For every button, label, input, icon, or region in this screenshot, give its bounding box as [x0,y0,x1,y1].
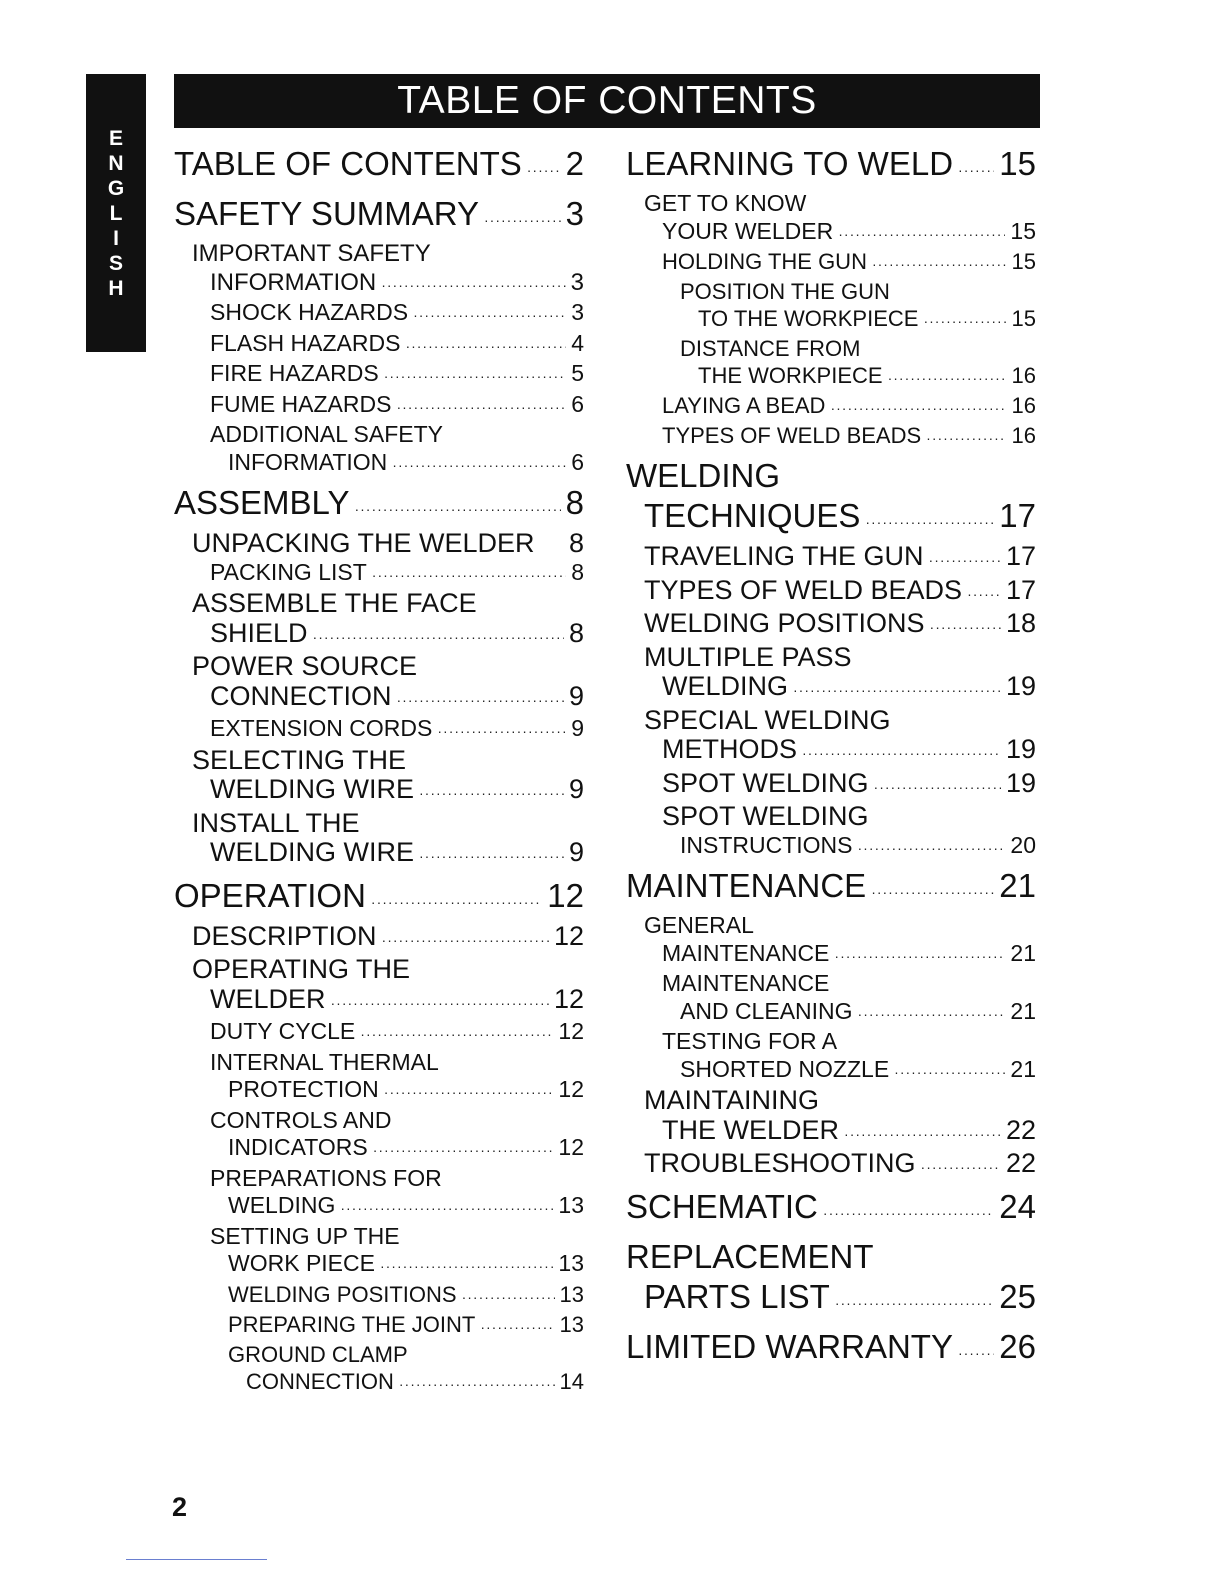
toc-entry-page: 13 [559,1281,584,1307]
toc-entry-title: LAYING A BEAD [662,393,826,418]
language-side-tab [86,74,146,352]
toc-dot-leader [354,489,560,529]
toc-heading-line: ASSEMBLE THE FACE [192,588,477,618]
toc-entry-title: WELDING POSITIONS [644,608,925,638]
toc-entry-title: PARTS LIST [644,1277,830,1315]
toc-entry-page: 12 [553,920,584,951]
toc-entry-title: WELDING WIRE [210,837,415,867]
toc-entry[interactable] [626,1116,1036,1150]
toc-heading-line: WELDING [626,457,781,494]
toc-entry[interactable] [174,299,584,330]
toc-entry[interactable] [174,1134,584,1165]
toc-dot-leader [844,1120,1001,1150]
toc-entry-page: 12 [547,876,584,914]
toc-dot-leader [872,251,1007,278]
side-tab-letter: N [108,151,124,175]
toc-entry-title: TYPES OF WELD BEADS [644,574,963,605]
toc-entry-title: WELDING [662,671,789,701]
toc-heading-line: OPERATING THE [192,954,411,984]
toc-entry-page: 24 [999,1187,1036,1225]
toc-dot-leader [371,882,542,922]
toc-entry[interactable] [626,496,1036,542]
toc-entry-title: INFORMATION [228,448,388,475]
toc-entry[interactable] [174,360,584,391]
toc-entry[interactable] [626,1056,1036,1087]
toc-dot-leader [871,872,994,912]
toc-entry-title: LEARNING TO WELD [626,145,954,182]
toc-entry-page: 15 [1011,249,1036,274]
toc-entry-title: SHORTED NOZZLE [680,1055,890,1082]
toc-dot-leader [802,739,1001,769]
toc-entry-page: 13 [558,1250,584,1276]
toc-entry-page: 6 [571,390,584,417]
toc-heading-line: DISTANCE FROM [680,336,861,361]
toc-dot-leader [874,773,1001,803]
toc-entry-title: HOLDING THE GUN [662,249,867,274]
toc-heading-line: GET TO KNOW [644,190,807,216]
toc-dot-leader [484,200,561,240]
toc-entry-page: 17 [1005,541,1036,571]
toc-entry-title: DUTY CYCLE [210,1018,356,1044]
toc-entry-title: SHIELD [210,617,308,648]
toc-entry-title: WELDING WIRE [210,774,415,804]
toc-heading-line: REPLACEMENT [626,1237,874,1275]
toc-heading-line: INTERNAL THERMAL [210,1048,439,1075]
toc-dot-leader [865,502,994,542]
toc-entry-page: 18 [1005,608,1036,638]
toc-entry-title: CONNECTION [210,680,392,711]
toc-entry[interactable] [174,985,584,1019]
toc-entry-title: UNPACKING THE WELDER [192,528,535,558]
toc-entry[interactable] [174,715,584,746]
toc-heading-line: SELECTING THE [192,744,407,775]
toc-entry-page: 9 [568,837,584,867]
toc-entry-page: 12 [558,1018,584,1044]
toc-entry[interactable] [626,576,1036,610]
toc-dot-leader [967,580,1001,610]
toc-dot-leader [373,1137,554,1165]
toc-dot-leader [527,150,561,190]
toc-right-column [626,140,1036,1373]
toc-entry-title: CONNECTION [246,1368,394,1394]
toc-heading-line: CONTROLS AND [210,1106,392,1133]
toc-dot-leader [381,271,565,300]
toc-dot-leader [437,718,566,746]
toc-entry-page: 26 [999,1327,1036,1365]
toc-entry-title: WELDING [228,1192,336,1218]
toc-entry[interactable] [174,194,584,240]
side-tab-letter: H [108,276,124,300]
toc-entry-page: 22 [1005,1114,1036,1145]
toc-dot-leader [399,1371,555,1398]
toc-entry-page: 8 [568,528,584,558]
toc-dot-leader [360,1021,553,1049]
toc-entry-title: METHODS [662,734,797,764]
toc-entry-title: FIRE HAZARDS [210,360,379,386]
side-tab-letter: I [113,226,119,250]
toc-dot-leader [958,150,994,190]
footer-rule [126,1559,267,1560]
toc-entry-page: 5 [571,360,584,386]
toc-heading-line: POSITION THE GUN [680,279,890,304]
toc-dot-leader [392,452,566,480]
toc-dot-leader [384,363,567,391]
toc-entry-page: 12 [558,1076,584,1102]
toc-entry-page: 12 [553,983,584,1014]
toc-entry[interactable] [174,1250,584,1281]
toc-entry[interactable] [626,305,1036,335]
page-title-banner: TABLE OF CONTENTS [174,74,1040,128]
toc-entry-page: 9 [568,774,584,804]
toc-dot-leader [382,926,549,956]
page-number: 2 [172,1492,188,1522]
toc-heading-line: MAINTENANCE [662,970,830,996]
toc-dot-leader [921,1153,1001,1183]
toc-entry[interactable] [626,422,1036,452]
toc-entry[interactable] [626,866,1036,912]
toc-dot-leader [888,365,1007,392]
toc-entry[interactable] [174,330,584,361]
toc-entry-title: WELDER [210,983,326,1014]
toc-entry-page: 3 [571,299,584,325]
toc-entry-page: 25 [999,1277,1036,1315]
toc-entry-page: 17 [1005,574,1036,605]
toc-entry[interactable] [174,559,584,590]
toc-entry-title: PREPARING THE JOINT [228,1311,476,1337]
toc-entry[interactable] [626,1149,1036,1183]
toc-entry[interactable] [626,609,1036,643]
toc-entry-page: 4 [571,329,584,356]
toc-entry[interactable] [174,1281,584,1311]
toc-entry-page: 15 [1011,306,1036,331]
toc-entry-page: 8 [568,617,584,648]
toc-dot-leader [830,395,1006,422]
toc-entry-title: FUME HAZARDS [210,390,392,417]
toc-entry-title: SPOT WELDING [662,767,869,798]
toc-entry-title: WELDING POSITIONS [228,1281,457,1307]
toc-entry-page: 16 [1011,423,1036,448]
toc-entry-title: YOUR WELDER [662,217,834,244]
toc-dot-leader [823,1193,994,1233]
toc-entry[interactable] [174,1192,584,1223]
toc-entry[interactable] [626,769,1036,803]
toc-entry-page: 20 [1010,831,1036,858]
toc-entry[interactable] [626,542,1036,576]
toc-heading-line: GENERAL [644,912,754,938]
toc-entry-title: OPERATION [174,876,366,914]
toc-entry[interactable] [626,362,1036,392]
toc-entry-page: 8 [565,484,584,521]
toc-entry-page: 8 [571,558,584,585]
toc-entry-page: 21 [1010,939,1036,966]
toc-entry[interactable] [174,1311,584,1341]
toc-dot-leader [384,1079,554,1107]
toc-entry-title: SCHEMATIC [626,1187,818,1225]
toc-entry[interactable] [626,1277,1036,1323]
toc-heading-line: SETTING UP THE [210,1222,400,1249]
toc-dot-leader [894,1059,1005,1087]
toc-entry-title: LIMITED WARRANTY [626,1327,953,1365]
toc-entry[interactable] [174,391,584,422]
toc-dot-leader [958,1333,994,1373]
toc-entry-page: 3 [565,195,584,232]
toc-heading-line: GROUND CLAMP [228,1341,408,1367]
toc-entry-page: 2 [565,145,584,182]
toc-entry-title: SAFETY SUMMARY [174,195,480,232]
toc-entry-title: WORK PIECE [228,1250,375,1276]
toc-entry-title: THE WELDER [662,1114,840,1145]
toc-heading-line: INSTALL THE [192,807,360,838]
toc-entry-title: MAINTENANCE [626,867,867,904]
toc-entry[interactable] [174,1018,584,1049]
toc-dot-leader [413,302,566,330]
toc-entry-page: 3 [570,268,584,296]
toc-entry[interactable] [174,775,584,809]
toc-entry-title: MAINTENANCE [662,939,830,966]
toc-entry-page: 13 [558,1192,584,1218]
toc-entry-title: ASSEMBLY [174,484,350,521]
toc-entry-page: 12 [558,1134,584,1160]
toc-entry-title: FLASH HAZARDS [210,329,401,356]
toc-heading-line: SPOT WELDING [662,801,869,831]
toc-entry-page: 9 [568,680,584,711]
toc-dot-leader [858,835,1006,863]
toc-entry-page: 21 [999,867,1036,904]
toc-entry-title: INDICATORS [228,1134,368,1160]
toc-entry[interactable] [174,1076,584,1107]
toc-entry[interactable] [626,392,1036,422]
toc-heading-line: MAINTAINING [644,1085,819,1115]
toc-entry[interactable] [626,832,1036,863]
side-tab-letter: S [108,251,123,275]
toc-heading-line: TESTING FOR A [662,1028,838,1054]
toc-entry-title: THE WORKPIECE [698,363,883,388]
toc-entry-title: PROTECTION [228,1076,379,1102]
toc-dot-leader [397,686,564,716]
toc-entry-page: 19 [1005,734,1036,764]
toc-entry[interactable] [174,682,584,716]
toc-entry[interactable] [174,269,584,300]
toc-entry-page: 6 [571,448,584,475]
toc-left-column [174,140,584,1398]
side-tab-letter: L [109,201,123,225]
toc-entry-page: 9 [571,715,584,741]
toc-dot-leader [838,221,1005,249]
toc-dot-leader [793,676,1001,706]
toc-entry-page: 13 [559,1311,584,1337]
toc-dot-leader [313,623,564,653]
toc-entry-page: 22 [1005,1148,1036,1178]
toc-dot-leader [331,989,549,1019]
toc-entry[interactable] [174,483,584,529]
toc-entry[interactable] [626,1327,1036,1373]
toc-dot-leader [929,546,1001,576]
toc-entry-page: 21 [1010,997,1036,1024]
toc-heading-line: ADDITIONAL SAFETY [210,421,444,447]
toc-entry-title: TABLE OF CONTENTS [174,145,522,182]
toc-dot-leader [834,943,1005,971]
toc-dot-leader [405,333,566,361]
toc-entry-title: TYPES OF WELD BEADS [662,423,922,448]
toc-entry-title: INFORMATION [210,268,377,296]
toc-dot-leader [926,425,1006,452]
toc-entry[interactable] [626,940,1036,971]
toc-entry-page: 16 [1011,393,1036,418]
toc-heading-line: PREPARATIONS FOR [210,1164,442,1191]
toc-heading-line: POWER SOURCE [192,651,418,681]
toc-entry[interactable] [174,838,584,872]
toc-entry-title: TECHNIQUES [644,497,861,534]
toc-entry-title: SHOCK HAZARDS [210,299,409,325]
toc-dot-leader [480,1314,554,1341]
toc-entry-page: 21 [1010,1055,1036,1082]
toc-entry-title: AND CLEANING [680,997,853,1024]
toc-dot-leader [419,842,564,872]
toc-entry-page: 19 [1005,671,1036,701]
toc-dot-leader [396,394,566,422]
side-tab-letter: G [107,176,125,200]
toc-entry-title: PACKING LIST [210,558,367,585]
toc-entry[interactable] [174,144,584,190]
toc-entry-title: EXTENSION CORDS [210,715,433,741]
toc-dot-leader [419,779,564,809]
toc-dot-leader [372,562,566,590]
toc-entry[interactable] [174,529,584,559]
toc-entry[interactable] [626,144,1036,190]
toc-entry-title: DESCRIPTION [192,920,377,951]
toc-dot-leader [340,1195,553,1223]
toc-entry[interactable] [626,998,1036,1029]
toc-entry-page: 16 [1011,363,1036,388]
toc-dot-leader [380,1253,553,1281]
toc-entry[interactable] [626,218,1036,249]
toc-entry-page: 14 [559,1368,584,1394]
toc-entry[interactable] [174,922,584,956]
toc-entry[interactable] [626,672,1036,706]
toc-entry[interactable] [174,449,584,480]
toc-entry-page: 15 [999,145,1036,182]
toc-entry[interactable] [626,1187,1036,1233]
toc-heading-line: IMPORTANT SAFETY [192,240,431,267]
toc-entry-page: 19 [1005,767,1036,798]
toc-entry-title: TRAVELING THE GUN [644,541,924,571]
toc-heading-line: MULTIPLE PASS [644,641,852,672]
toc-entry[interactable] [174,876,584,922]
toc-dot-leader [930,613,1001,643]
toc-entry-title: TROUBLESHOOTING [644,1148,916,1178]
toc-entry-page: 17 [999,497,1036,534]
toc-dot-leader [835,1283,994,1323]
toc-dot-leader [923,308,1006,335]
toc-dot-leader [858,1001,1006,1029]
side-tab-letter: E [108,126,123,150]
toc-dot-leader [462,1284,555,1311]
toc-entry[interactable] [626,248,1036,278]
toc-entry[interactable] [626,735,1036,769]
toc-entry[interactable] [174,1368,584,1398]
toc-entry[interactable] [174,619,584,653]
toc-heading-line: SPECIAL WELDING [644,704,891,735]
toc-entry-title: INSTRUCTIONS [680,831,853,858]
toc-entry-title: TO THE WORKPIECE [698,306,919,331]
toc-entry-page: 15 [1010,217,1036,244]
